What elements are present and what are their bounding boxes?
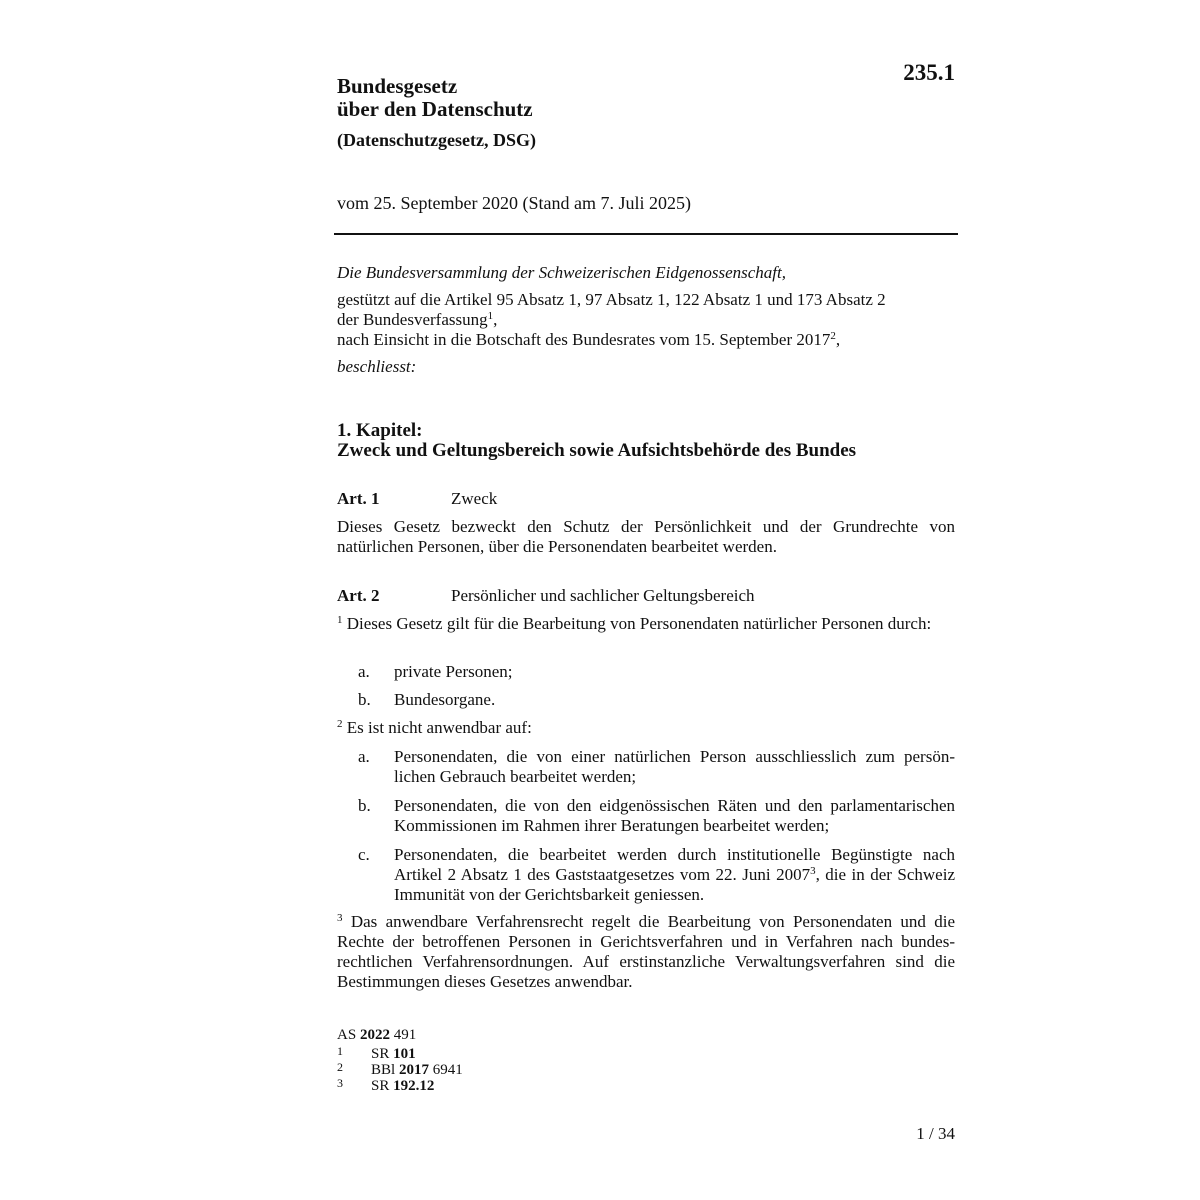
chapter-title: Zweck und Geltungsbereich sowie Aufsichtsbehörde des Bundes (337, 440, 857, 461)
as-page: 491 (389, 1027, 417, 1043)
fn-prefix: SR (371, 1078, 394, 1094)
fn-prefix: SR (371, 1046, 394, 1062)
law-date: vom 25. September 2020 (Stand am 7. Juli 2025) (337, 193, 691, 213)
footnote (337, 1062, 463, 1078)
basis-line-1: gestützt auf die Artikel 95 Absatz 1, 97 Absatz 1, 122 Absatz 1 und 173 Absatz 2 (337, 290, 886, 309)
footnote-number: 2 (337, 1060, 343, 1074)
short-title: (Datenschutzgesetz, DSG) (337, 130, 536, 150)
item-text: Personendaten, die von den eidgenössischen Räten und den parlamentarischen Kommissionen im Rahmen ihrer Beratungen bearbeitet werden; (394, 796, 955, 835)
footnote-number: 1 (337, 1044, 343, 1058)
fn-suffix: 6941 (428, 1062, 463, 1078)
list-item (358, 690, 955, 710)
item-text: private Personen; (394, 662, 513, 681)
art2-para-2 (337, 718, 955, 738)
para-number: 1 (337, 614, 343, 626)
as-year: 2022 (359, 1027, 390, 1043)
chapter-number: 1. Kapitel: (337, 420, 423, 441)
law-title (337, 75, 533, 121)
page-number: 1 / 34 (916, 1124, 955, 1143)
footnote-text (371, 1046, 416, 1062)
header-rule (334, 233, 958, 235)
item-text-b: , die in der Schweiz Immunität von der Gerichtsbarkeit geniessen. (394, 865, 955, 904)
preamble-intro: Die Bundesversammlung der Schweizerischen Eidgenossenschaft, (337, 263, 786, 282)
item-label: b. (358, 690, 371, 709)
sr-number: 235.1 (903, 60, 955, 85)
art2-para-3 (337, 912, 955, 992)
footnote-ref[interactable]: 1 (487, 310, 494, 322)
footnote-ref[interactable]: 2 (830, 330, 836, 342)
fn-bold: 101 (393, 1046, 416, 1062)
punct: , (835, 330, 841, 349)
art1-text: Dieses Gesetz bezweckt den Schutz der Persönlichkeit und der Grundrechte von natürlichen Personen, über die Personendaten bearbeitet werden. (337, 517, 955, 556)
art1-title: Zweck (451, 489, 498, 508)
para-text: Dieses Gesetz gilt für die Bearbeitung von Personendaten natürlicher Personen durch: (342, 614, 932, 633)
para-text: Es ist nicht anwendbar auf: (342, 718, 532, 737)
item-text: Personendaten, die von einer natürlichen Person ausschliesslich zum persön-lichen Gebrauch bearbeitet werden; (394, 747, 955, 786)
message-text: nach Einsicht in die Botschaft des Bundesrates vom 15. September 2017 (337, 330, 831, 349)
list-item (358, 845, 955, 905)
item-text-a: Personendaten, die bearbeitet werden durch institutionelle Begünstigte nach Artikel 2 Absatz 1 des Gaststaatgesetzes vom 22. Juni 2007 (394, 845, 955, 884)
art1-label: Art. 1 (337, 489, 380, 508)
preamble-basis (337, 290, 886, 350)
item-label: a. (358, 747, 370, 766)
message-line (337, 330, 886, 350)
title-line-1: Bundesgesetz (337, 74, 458, 98)
para-text: Das anwendbare Verfahrensrecht regelt die Bearbeitung von Personendaten und die Rechte der betroffenen Personen in Gerichtsverfahren und in Verfahren nach bundes-rechtlichen Verfahrensordnungen. Auf erstinstanzliche Verwaltungsverfahren sind die Bestimmungen dieses Gesetzes anwendbar. (337, 912, 955, 991)
footnote-ref[interactable]: 3 (810, 865, 816, 877)
para-number: 3 (337, 912, 343, 924)
fn-prefix: BBl (371, 1062, 399, 1078)
list-item (358, 796, 955, 836)
list-item (358, 747, 955, 787)
as-prefix: AS (337, 1027, 360, 1043)
as-reference (337, 1027, 416, 1043)
list-item (358, 662, 955, 682)
item-label: a. (358, 662, 370, 681)
chapter-heading (337, 421, 856, 461)
art2-title: Persönlicher und sachlicher Geltungsbereich (451, 586, 755, 605)
punct: , (493, 310, 498, 329)
basis-line-2 (337, 310, 886, 330)
footnote (337, 1046, 463, 1062)
footnote-number: 3 (337, 1076, 343, 1090)
item-text (394, 845, 955, 905)
fn-bold: 2017 (398, 1062, 429, 1078)
item-label: b. (358, 796, 371, 815)
footnote-text (371, 1078, 434, 1094)
title-line-2: über den Datenschutz (337, 97, 533, 121)
basis-text: der Bundesverfassung (337, 310, 488, 329)
fn-bold: 192.12 (393, 1078, 435, 1094)
para-number: 2 (337, 718, 343, 730)
footnote-text (371, 1062, 463, 1078)
art2-label: Art. 2 (337, 586, 380, 605)
footnote-list (337, 1046, 463, 1094)
art2-para-1 (337, 614, 955, 634)
preamble-decision: beschliesst: (337, 357, 417, 376)
item-label: c. (358, 845, 370, 864)
footnote (337, 1078, 463, 1094)
item-text: Bundesorgane. (394, 690, 496, 709)
